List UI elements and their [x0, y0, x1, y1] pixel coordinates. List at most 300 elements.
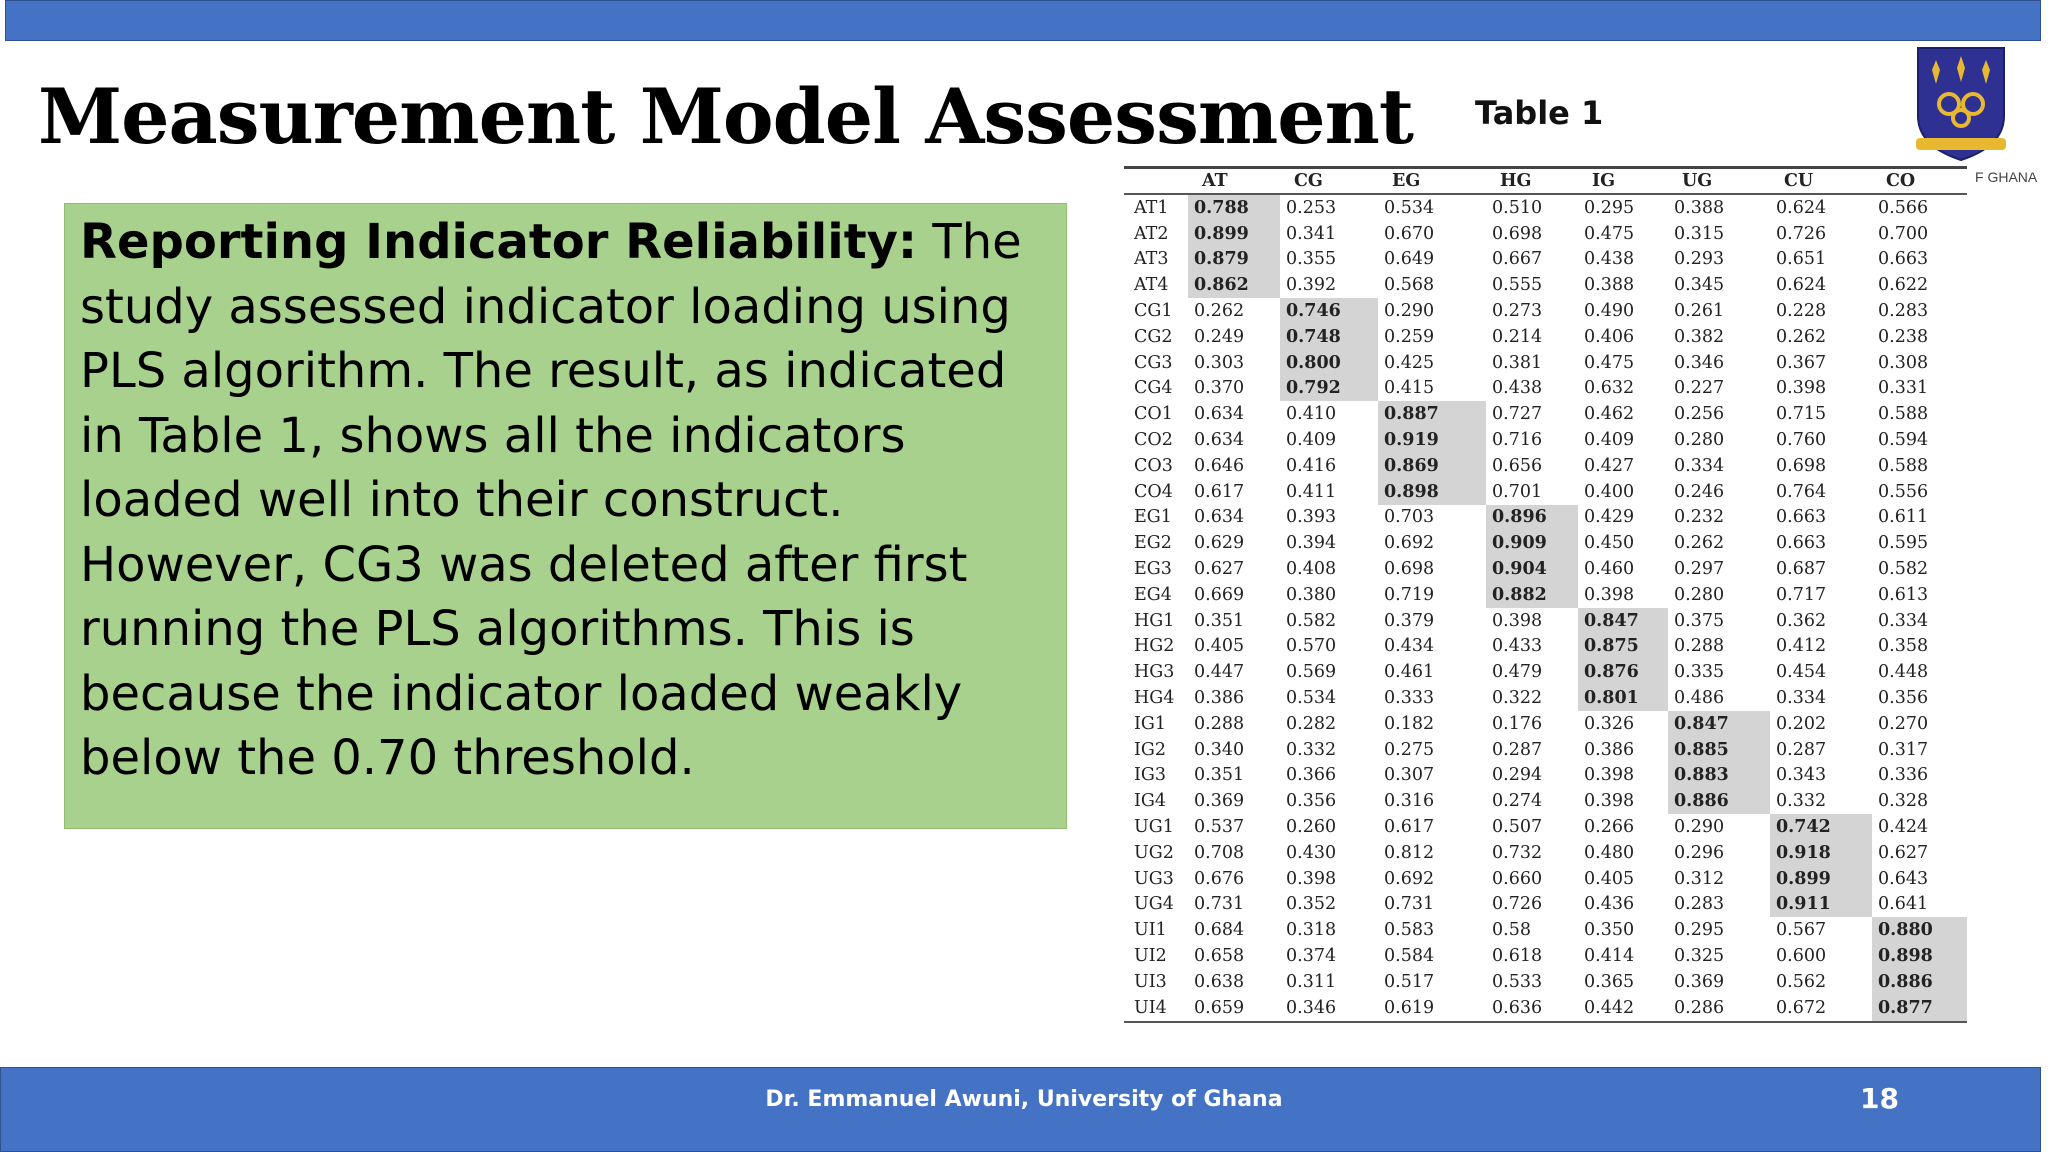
table-cell: 0.429: [1584, 507, 1635, 528]
table-cell: 0.294: [1492, 765, 1543, 786]
row-label: CO2: [1134, 430, 1173, 451]
table-cell: 0.629: [1194, 533, 1245, 554]
table-cell: 0.583: [1384, 920, 1435, 941]
table-cell: 0.430: [1286, 842, 1337, 863]
table-cell: 0.416: [1286, 455, 1337, 476]
table-row: [1124, 401, 1967, 427]
table-cell: 0.182: [1384, 713, 1435, 734]
table-cell: 0.280: [1674, 430, 1725, 451]
row-label: CG1: [1134, 301, 1173, 322]
table-cell: 0.862: [1188, 272, 1280, 298]
table-cell: 0.293: [1674, 249, 1725, 270]
table-cell: 0.847: [1578, 608, 1668, 634]
table-cell: 0.352: [1286, 894, 1337, 915]
table-cell: 0.898: [1872, 943, 1967, 969]
table-cell: 0.388: [1584, 275, 1635, 296]
table-caption: Table 1: [1475, 94, 1604, 132]
table-cell: 0.760: [1776, 430, 1827, 451]
table-cell: 0.425: [1384, 352, 1435, 373]
table-cell: 0.448: [1878, 662, 1929, 683]
page-number: 18: [1860, 1082, 1899, 1115]
table-cell: 0.876: [1578, 659, 1668, 685]
table-cell: 0.676: [1194, 868, 1245, 889]
body-text: The study assessed indicator loading using PLS algorithm. The result, as indicated in Table 1, shows all the indicators loaded well into their construct. However, CG3 was deleted after first running the PLS algorithms. This is because the indicator loaded weakly below the 0.70 threshold.: [80, 214, 1022, 786]
table-cell: 0.311: [1286, 971, 1337, 992]
table-cell: 0.288: [1194, 713, 1245, 734]
table-row: [1124, 350, 1967, 376]
table-cell: 0.290: [1674, 817, 1725, 838]
table-cell: 0.742: [1770, 814, 1872, 840]
table-cell: 0.336: [1878, 765, 1929, 786]
table-cell: 0.176: [1492, 713, 1543, 734]
table-cell: 0.288: [1674, 636, 1725, 657]
table-cell: 0.566: [1878, 197, 1929, 218]
body-paragraph: [80, 210, 1065, 791]
table-cell: 0.259: [1384, 326, 1435, 347]
table-cell: 0.877: [1872, 995, 1967, 1022]
row-label: CG3: [1134, 352, 1173, 373]
table-cell: 0.727: [1492, 404, 1543, 425]
table-cell: 0.287: [1492, 739, 1543, 760]
table-cell: 0.879: [1188, 247, 1280, 273]
table-cell: 0.517: [1384, 971, 1435, 992]
row-label: AT1: [1134, 197, 1169, 218]
table-cell: 0.325: [1674, 946, 1725, 966]
table-cell: 0.410: [1286, 404, 1337, 425]
table-cell: 0.374: [1286, 946, 1337, 966]
table-cell: 0.398: [1584, 791, 1635, 812]
table-cell: 0.58: [1492, 920, 1531, 941]
table-cell: 0.400: [1584, 481, 1635, 502]
table-cell: 0.698: [1776, 455, 1827, 476]
table-cell: 0.438: [1584, 249, 1635, 270]
table-cell: 0.290: [1384, 301, 1435, 322]
table-cell: 0.624: [1776, 197, 1827, 218]
table-cell: 0.667: [1492, 249, 1543, 270]
table-cell: 0.507: [1492, 817, 1543, 838]
table-cell: 0.899: [1188, 221, 1280, 247]
table-cell: 0.351: [1194, 765, 1245, 786]
table-cell: 0.595: [1878, 533, 1929, 554]
table-cell: 0.636: [1486, 995, 1578, 1022]
table-cell: 0.326: [1584, 713, 1635, 734]
table-cell: 0.656: [1492, 455, 1543, 476]
table-cell: 0.480: [1584, 842, 1635, 863]
table-cell: 0.918: [1770, 840, 1872, 866]
table-cell: 0.732: [1492, 842, 1543, 863]
table-cell: 0.454: [1776, 662, 1827, 683]
table-row: [1124, 479, 1967, 505]
footer-text: Dr. Emmanuel Awuni, University of Ghana: [765, 1087, 1283, 1112]
table-cell: 0.698: [1384, 559, 1435, 580]
table-cell: 0.486: [1674, 688, 1725, 709]
table-cell: 0.719: [1384, 584, 1435, 605]
row-label: EG1: [1134, 507, 1172, 528]
row-label: CO4: [1134, 481, 1173, 502]
table-cell: 0.618: [1492, 946, 1543, 966]
table-cell: 0.366: [1286, 765, 1337, 786]
table-cell: 0.256: [1674, 404, 1725, 425]
table-cell: 0.381: [1492, 352, 1543, 373]
table-cell: 0.649: [1384, 249, 1435, 270]
table-row: [1124, 917, 1967, 943]
table-cell: 0.479: [1492, 662, 1543, 683]
table-cell: 0.379: [1384, 610, 1435, 631]
table-cell: 0.318: [1286, 920, 1337, 941]
table-cell: 0.398: [1776, 378, 1827, 399]
table-cell: 0.717: [1776, 584, 1827, 605]
table-cell: 0.332: [1776, 791, 1827, 812]
table-cell: 0.701: [1492, 481, 1543, 502]
table-cell: 0.634: [1194, 430, 1245, 451]
body-heading: Reporting Indicator Reliability:: [80, 214, 918, 270]
table-row: [1124, 763, 1967, 789]
loadings-table: [1124, 169, 1967, 1023]
table-cell: 0.847: [1668, 711, 1770, 737]
table-cell: 0.641: [1878, 894, 1929, 915]
table-cell: 0.262: [1194, 301, 1245, 322]
table-cell: 0.365: [1584, 971, 1635, 992]
table-cell: 0.334: [1776, 688, 1827, 709]
table-cell: 0.562: [1776, 971, 1827, 992]
table-row: [1124, 556, 1967, 582]
row-label: HG3: [1134, 662, 1175, 683]
table-cell: 0.386: [1194, 688, 1245, 709]
table-cell: 0.556: [1878, 481, 1929, 502]
table-cell: 0.537: [1194, 817, 1245, 838]
table-cell: 0.600: [1776, 946, 1827, 966]
row-label: HG4: [1134, 688, 1175, 709]
table-cell: 0.332: [1286, 739, 1337, 760]
table-cell: 0.333: [1384, 688, 1435, 709]
table-cell: 0.534: [1286, 688, 1337, 709]
table-cell: 0.613: [1878, 584, 1929, 605]
row-label: CO1: [1134, 404, 1173, 425]
table-cell: 0.684: [1194, 920, 1245, 941]
table-header-at: AT: [1188, 169, 1280, 194]
table-row: [1124, 608, 1967, 634]
table-cell: 0.274: [1492, 791, 1543, 812]
table-row: [1124, 788, 1967, 814]
row-label: CG4: [1134, 378, 1173, 399]
row-label: IG4: [1134, 791, 1167, 812]
table-row: [1124, 298, 1967, 324]
table-cell: 0.412: [1776, 636, 1827, 657]
table-cell: 0.415: [1384, 378, 1435, 399]
table-cell: 0.380: [1286, 584, 1337, 605]
table-cell: 0.886: [1872, 969, 1967, 995]
row-label: IG1: [1134, 713, 1167, 734]
table-row: [1124, 530, 1967, 556]
table-cell: 0.632: [1584, 378, 1635, 399]
table-cell: 0.388: [1674, 197, 1725, 218]
table-cell: 0.227: [1674, 378, 1725, 399]
table-header-cg: CG: [1280, 169, 1378, 194]
table-cell: 0.801: [1578, 685, 1668, 711]
table-cell: 0.398: [1492, 610, 1543, 631]
row-label: UI4: [1124, 995, 1188, 1022]
table-header-row: [1124, 169, 1967, 194]
table-cell: 0.886: [1668, 788, 1770, 814]
row-label: UI1: [1134, 920, 1167, 941]
table-cell: 0.303: [1194, 352, 1245, 373]
table-cell: 0.611: [1878, 507, 1929, 528]
table-cell: 0.617: [1194, 481, 1245, 502]
table-cell: 0.880: [1872, 917, 1967, 943]
table-cell: 0.370: [1194, 378, 1245, 399]
table-cell: 0.334: [1674, 455, 1725, 476]
table-cell: 0.411: [1286, 481, 1337, 502]
table-cell: 0.663: [1776, 533, 1827, 554]
table-row: [1124, 995, 1967, 1022]
table-cell: 0.438: [1492, 378, 1543, 399]
row-label: UI3: [1134, 971, 1167, 992]
table-cell: 0.919: [1378, 427, 1486, 453]
table-cell: 0.475: [1584, 223, 1635, 244]
table-cell: 0.331: [1878, 378, 1929, 399]
table-cell: 0.398: [1584, 765, 1635, 786]
table-cell: 0.427: [1584, 455, 1635, 476]
table-cell: 0.617: [1384, 817, 1435, 838]
table-header-blank: [1124, 169, 1188, 194]
table-cell: 0.659: [1188, 995, 1280, 1022]
table-header-cu: CU: [1770, 169, 1872, 194]
row-label: UG4: [1134, 894, 1174, 915]
table-cell: 0.692: [1384, 533, 1435, 554]
table-cell: 0.582: [1878, 559, 1929, 580]
top-bar: [5, 0, 2041, 41]
table-cell: 0.228: [1776, 301, 1827, 322]
table-cell: 0.280: [1674, 584, 1725, 605]
table-row: [1124, 505, 1967, 531]
table-cell: 0.533: [1492, 971, 1543, 992]
table-cell: 0.345: [1674, 275, 1725, 296]
logo-caption: F GHANA: [1975, 169, 2038, 185]
table-cell: 0.262: [1776, 326, 1827, 347]
table-cell: 0.663: [1878, 249, 1929, 270]
table-cell: 0.340: [1194, 739, 1245, 760]
table-cell: 0.414: [1584, 946, 1635, 966]
table-header-hg: HG: [1486, 169, 1578, 194]
table-cell: 0.282: [1286, 713, 1337, 734]
table-cell: 0.369: [1674, 971, 1725, 992]
table-cell: 0.669: [1194, 584, 1245, 605]
table-row: [1124, 194, 1967, 221]
table-cell: 0.716: [1492, 430, 1543, 451]
table-cell: 0.386: [1584, 739, 1635, 760]
table-cell: 0.405: [1584, 868, 1635, 889]
table-cell: 0.394: [1286, 533, 1337, 554]
table-header-co: CO: [1872, 169, 1967, 194]
table-body: [1124, 194, 1967, 1022]
row-label: UG2: [1134, 842, 1174, 863]
table-row: [1124, 814, 1967, 840]
table-cell: 0.350: [1584, 920, 1635, 941]
table-cell: 0.295: [1584, 197, 1635, 218]
row-label: UG3: [1134, 868, 1174, 889]
table-cell: 0.692: [1384, 868, 1435, 889]
table-cell: 0.408: [1286, 559, 1337, 580]
table-cell: 0.253: [1286, 197, 1337, 218]
table-cell: 0.315: [1674, 223, 1725, 244]
table-cell: 0.436: [1584, 894, 1635, 915]
table-cell: 0.883: [1668, 763, 1770, 789]
university-crest-icon: [1914, 46, 2008, 162]
table-cell: 0.462: [1584, 404, 1635, 425]
table-cell: 0.202: [1776, 713, 1827, 734]
table-cell: 0.424: [1878, 817, 1929, 838]
table-cell: 0.698: [1492, 223, 1543, 244]
table-cell: 0.316: [1384, 791, 1435, 812]
table-cell: 0.295: [1674, 920, 1725, 941]
table-cell: 0.238: [1878, 326, 1929, 347]
table-cell: 0.335: [1674, 662, 1725, 683]
table-cell: 0.555: [1492, 275, 1543, 296]
table-cell: 0.887: [1378, 401, 1486, 427]
row-label: IG3: [1134, 765, 1167, 786]
row-label: EG4: [1134, 584, 1172, 605]
table-cell: 0.896: [1486, 505, 1578, 531]
table-cell: 0.904: [1486, 556, 1578, 582]
table-header-ug: UG: [1668, 169, 1770, 194]
table-cell: 0.260: [1286, 817, 1337, 838]
table-cell: 0.588: [1878, 404, 1929, 425]
table-cell: 0.369: [1194, 791, 1245, 812]
table-cell: 0.764: [1776, 481, 1827, 502]
table-cell: 0.447: [1194, 662, 1245, 683]
row-label: HG1: [1134, 610, 1175, 631]
table-cell: 0.270: [1878, 713, 1929, 734]
table-row: [1124, 427, 1967, 453]
loadings-table-container: [1124, 166, 1967, 1045]
row-label: EG3: [1134, 559, 1172, 580]
table-cell: 0.461: [1384, 662, 1435, 683]
table-cell: 0.670: [1384, 223, 1435, 244]
table-cell: 0.594: [1878, 430, 1929, 451]
table-cell: 0.382: [1674, 326, 1725, 347]
table-cell: 0.393: [1286, 507, 1337, 528]
table-row: [1124, 324, 1967, 350]
table-cell: 0.312: [1674, 868, 1725, 889]
table-cell: 0.409: [1584, 430, 1635, 451]
table-cell: 0.726: [1492, 894, 1543, 915]
table-cell: 0.297: [1674, 559, 1725, 580]
table-cell: 0.569: [1286, 662, 1337, 683]
table-cell: 0.275: [1384, 739, 1435, 760]
table-cell: 0.898: [1378, 479, 1486, 505]
table-cell: 0.308: [1878, 352, 1929, 373]
table-cell: 0.651: [1776, 249, 1827, 270]
table-row: [1124, 969, 1967, 995]
table-header-eg: EG: [1378, 169, 1486, 194]
table-cell: 0.800: [1280, 350, 1378, 376]
row-label: AT4: [1134, 275, 1169, 296]
table-cell: 0.726: [1776, 223, 1827, 244]
table-cell: 0.398: [1286, 868, 1337, 889]
table-row: [1124, 272, 1967, 298]
table-cell: 0.317: [1878, 739, 1929, 760]
table-cell: 0.490: [1584, 301, 1635, 322]
table-cell: 0.624: [1776, 275, 1827, 296]
row-label: CO3: [1134, 455, 1173, 476]
table-cell: 0.409: [1286, 430, 1337, 451]
table-cell: 0.287: [1776, 739, 1827, 760]
table-cell: 0.568: [1384, 275, 1435, 296]
table-cell: 0.627: [1878, 842, 1929, 863]
table-cell: 0.570: [1286, 636, 1337, 657]
table-cell: 0.346: [1674, 352, 1725, 373]
table-cell: 0.283: [1674, 894, 1725, 915]
table-cell: 0.748: [1280, 324, 1378, 350]
table-cell: 0.812: [1384, 842, 1435, 863]
table-cell: 0.334: [1878, 610, 1929, 631]
table-cell: 0.262: [1674, 533, 1725, 554]
table-cell: 0.708: [1194, 842, 1245, 863]
table-cell: 0.346: [1280, 995, 1378, 1022]
table-cell: 0.355: [1286, 249, 1337, 270]
table-cell: 0.246: [1674, 481, 1725, 502]
table-cell: 0.398: [1584, 584, 1635, 605]
table-cell: 0.792: [1280, 376, 1378, 402]
table-row: [1124, 943, 1967, 969]
table-cell: 0.375: [1674, 610, 1725, 631]
table-cell: 0.672: [1770, 995, 1872, 1022]
table-cell: 0.875: [1578, 634, 1668, 660]
table-cell: 0.703: [1384, 507, 1435, 528]
table-cell: 0.214: [1492, 326, 1543, 347]
table-cell: 0.534: [1384, 197, 1435, 218]
table-cell: 0.322: [1492, 688, 1543, 709]
table-cell: 0.909: [1486, 530, 1578, 556]
table-cell: 0.367: [1776, 352, 1827, 373]
table-cell: 0.869: [1378, 453, 1486, 479]
table-cell: 0.266: [1584, 817, 1635, 838]
row-label: UG1: [1134, 817, 1174, 838]
table-row: [1124, 221, 1967, 247]
table-cell: 0.460: [1584, 559, 1635, 580]
table-cell: 0.273: [1492, 301, 1543, 322]
table-cell: 0.249: [1194, 326, 1245, 347]
row-label: EG2: [1134, 533, 1172, 554]
table-cell: 0.356: [1286, 791, 1337, 812]
table-cell: 0.584: [1384, 946, 1435, 966]
table-row: [1124, 376, 1967, 402]
table-cell: 0.788: [1188, 194, 1280, 221]
table-cell: 0.341: [1286, 223, 1337, 244]
table-cell: 0.351: [1194, 610, 1245, 631]
table-cell: 0.433: [1492, 636, 1543, 657]
slide-title: Measurement Model Assessment: [38, 72, 1413, 161]
row-label: UI2: [1134, 946, 1167, 966]
row-label: AT2: [1134, 223, 1169, 244]
table-cell: 0.715: [1776, 404, 1827, 425]
table-cell: 0.627: [1194, 559, 1245, 580]
table-cell: 0.567: [1776, 920, 1827, 941]
table-cell: 0.475: [1584, 352, 1635, 373]
table-cell: 0.619: [1378, 995, 1486, 1022]
table-header-ig: IG: [1578, 169, 1668, 194]
table-row: [1124, 659, 1967, 685]
row-label: IG2: [1134, 739, 1167, 760]
table-cell: 0.261: [1674, 301, 1725, 322]
table-cell: 0.658: [1194, 946, 1245, 966]
table-cell: 0.392: [1286, 275, 1337, 296]
table-cell: 0.450: [1584, 533, 1635, 554]
table-cell: 0.356: [1878, 688, 1929, 709]
table-cell: 0.582: [1286, 610, 1337, 631]
table-cell: 0.660: [1492, 868, 1543, 889]
table-cell: 0.911: [1770, 892, 1872, 918]
